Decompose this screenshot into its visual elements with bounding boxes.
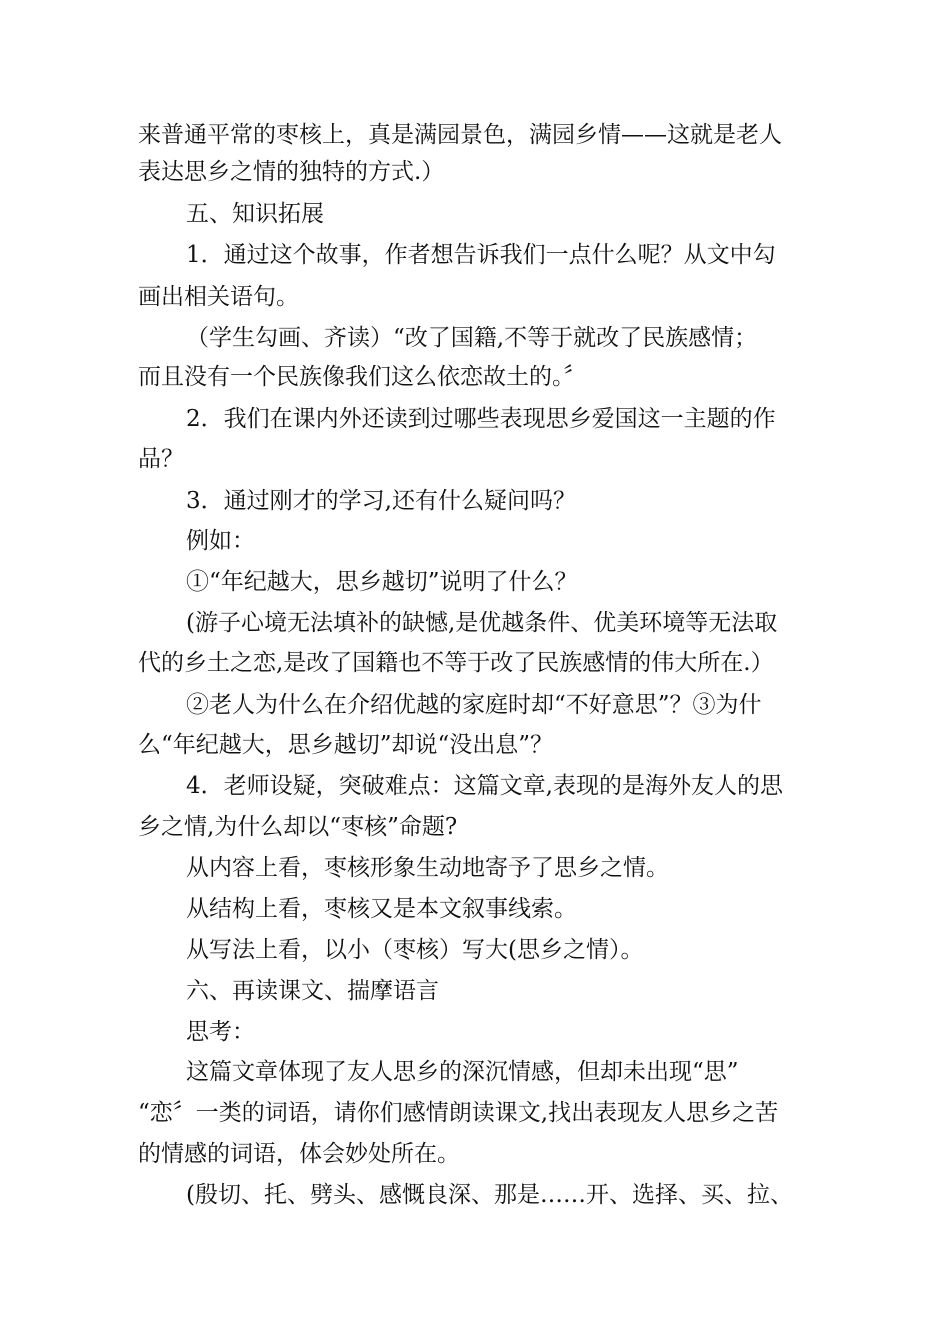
text-line-26: 的情感的词语，体会妙处所在。	[138, 1141, 460, 1167]
section-heading-5: 五、知识拓展	[186, 201, 324, 227]
text-line-2: 表达思乡之情的独特的方式.）	[138, 159, 445, 185]
text-line-24: 这篇文章体现了友人思乡的深沉情感，但却未出现“思”	[186, 1059, 739, 1085]
text-line-7: 而且没有一个民族像我们这么依恋故土的。〞	[138, 364, 587, 390]
text-line-21: 从写法上看，以小（枣核）写大(思乡之情）。	[186, 937, 644, 963]
text-line-4: 1．通过这个故事，作者想告诉我们一点什么呢？从文中勾	[186, 242, 776, 268]
text-line-5: 画出相关语句。	[138, 284, 299, 310]
text-line-27: (殷切、托、劈头、感慨良深、那是……开、选择、买、拉、	[186, 1182, 793, 1208]
section-heading-6: 六、再读课文、揣摩语言	[186, 978, 439, 1004]
text-line-20: 从结构上看，枣核又是本文叙事线索。	[186, 896, 577, 922]
text-line-15: ②老人为什么在介绍优越的家庭时却“不好意思”？③为什	[186, 692, 762, 718]
text-line-14: 代的乡土之恋,是改了国籍也不等于改了民族感情的伟大所在.）	[138, 650, 774, 676]
text-line-17: 4．老师设疑，突破难点：这篇文章,表现的是海外友人的思	[186, 773, 783, 799]
text-line-9: 品？	[138, 446, 184, 472]
text-line-23: 思考：	[186, 1019, 255, 1045]
text-line-25: “恋〞一类的词语，请你们感情朗读课文,找出表现友人思乡之苦	[138, 1100, 779, 1126]
text-line-19: 从内容上看，枣核形象生动地寄予了思乡之情。	[186, 855, 669, 881]
text-line-10: 3．通过刚才的学习,还有什么疑问吗？	[186, 488, 576, 514]
text-line-8: 2．我们在课内外还读到过哪些表现思乡爱国这一主题的作	[186, 406, 776, 432]
text-line-11: 例如：	[186, 528, 255, 554]
text-line-16: 么“年纪越大，思乡越切”却说“没出息”？	[138, 732, 554, 758]
text-line-13: (游子心境无法填补的缺憾,是优越条件、优美环境等无法取	[186, 610, 778, 636]
text-line-12: ①“年纪越大，思乡越切”说明了什么？	[186, 569, 578, 595]
text-line-18: 乡之情,为什么却以“枣核”命题?	[138, 814, 458, 840]
text-line-1: 来普通平常的枣核上，真是满园景色，满园乡情——这就是老人	[138, 122, 782, 148]
text-line-6: （学生勾画、齐读）“改了国籍,不等于就改了民族感情；	[186, 325, 758, 351]
